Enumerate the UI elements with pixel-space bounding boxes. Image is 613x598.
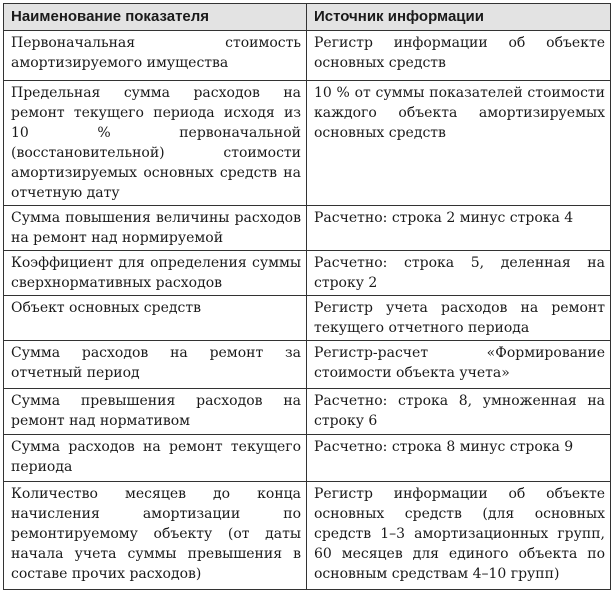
header-indicator-name: Наименование показателя [4,4,307,31]
document-page [3,3,611,590]
table-row [4,81,611,206]
source-cell: Расчетно: строка 8, умноженная на строку 6 [307,389,611,435]
table-row [4,482,611,590]
source-cell: Расчетно: строка 2 минус строка 4 [307,206,611,251]
source-cell: Регистр учета расходов на ремонт текущего отчетного периода [307,296,611,341]
table-row [4,251,611,296]
table-header-row [4,4,611,31]
table-row [4,206,611,251]
indicator-cell: Количество месяцев до конца начисления амортизации по ремонтируемому объекту (от даты начала учета суммы превышения в составе прочих расходов) [4,482,307,590]
table-row [4,389,611,435]
source-cell: Расчетно: строка 5, деленная на строку 2 [307,251,611,296]
table-row [4,341,611,389]
indicator-cell: Первоначальная стоимость амортизируемого имущества [4,31,307,81]
indicators-table [3,3,611,590]
indicator-cell: Сумма превышения расходов на ремонт над нормативом [4,389,307,435]
source-cell: Расчетно: строка 8 минус строка 9 [307,435,611,482]
source-cell: Регистр-расчет «Формирование стоимости объекта учета» [307,341,611,389]
indicator-cell: Предельная сумма расходов на ремонт текущего периода исходя из 10 % первоначальной (восстановительной) стоимости амортизируемых основных средств на отчетную дату [4,81,307,206]
table-row [4,31,611,81]
indicator-cell: Объект основных средств [4,296,307,341]
table-row [4,296,611,341]
indicator-cell: Коэффициент для определения суммы сверхнормативных расходов [4,251,307,296]
indicator-cell: Сумма повышения величины расходов на ремонт над нормируемой [4,206,307,251]
indicator-cell: Сумма расходов на ремонт текущего периода [4,435,307,482]
table-row [4,435,611,482]
indicator-cell: Сумма расходов на ремонт за отчетный период [4,341,307,389]
source-cell: 10 % от суммы показателей стоимости каждого объекта амортизируемых основных средств [307,81,611,206]
source-cell: Регистр информации об объекте основных средств [307,31,611,81]
source-cell: Регистр информации об объекте основных средств (для основных средств 1–3 амортизационных групп, 60 месяцев для единого объекта по основным средствам 4–10 групп) [307,482,611,590]
header-information-source: Источник информации [307,4,611,31]
